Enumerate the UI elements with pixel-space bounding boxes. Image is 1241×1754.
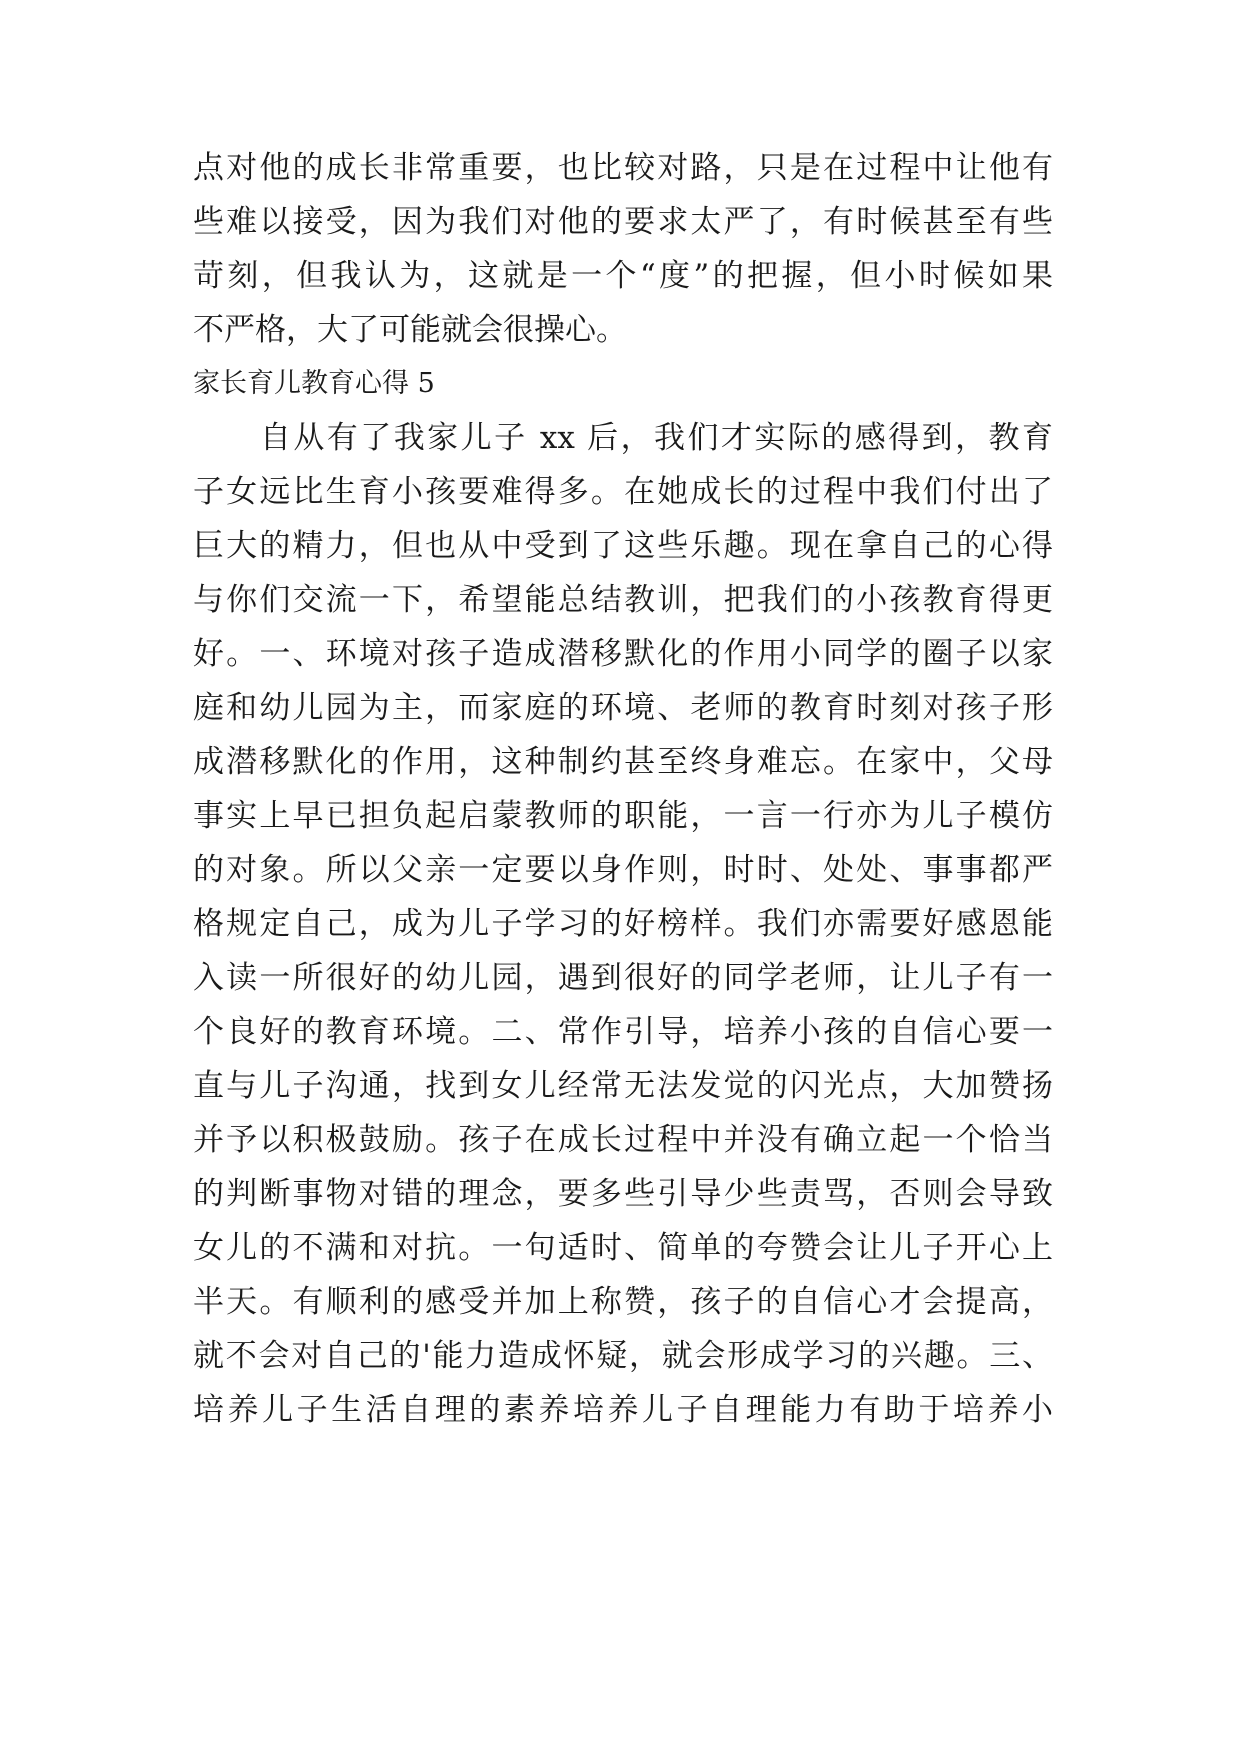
- section-heading: 家长育儿教育心得 5: [193, 368, 435, 399]
- paragraph-line: 巨大的精力，但也从中受到了这些乐趣。现在拿自己的心得: [193, 528, 1053, 564]
- paragraph-line: 好。一、环境对孩子造成潜移默化的作用小同学的圈子以家: [193, 636, 1053, 672]
- paragraph-line: 并予以积极鼓励。孩子在成长过程中并没有确立起一个恰当: [193, 1122, 1053, 1158]
- paragraph-line: 成潜移默化的作用，这种制约甚至终身难忘。在家中，父母: [193, 744, 1053, 780]
- paragraph-line: 入读一所很好的幼儿园，遇到很好的同学老师，让儿子有一: [193, 960, 1053, 996]
- paragraph-line: 格规定自己，成为儿子学习的好榜样。我们亦需要好感恩能: [193, 906, 1053, 942]
- paragraph-line: 不严格，大了可能就会很操心。: [193, 312, 627, 348]
- paragraph-line: 自从有了我家儿子 xx 后，我们才实际的感得到，教育: [193, 420, 1053, 456]
- paragraph-line: 子女远比生育小孩要难得多。在她成长的过程中我们付出了: [193, 474, 1053, 510]
- paragraph-line: 与你们交流一下，希望能总结教训，把我们的小孩教育得更: [193, 582, 1053, 618]
- paragraph-line: 事实上早已担负起启蒙教师的职能，一言一行亦为儿子模仿: [193, 798, 1053, 834]
- paragraph-line: 培养儿子生活自理的素养培养儿子自理能力有助于培养小: [193, 1392, 1053, 1428]
- paragraph-line: 个良好的教育环境。二、常作引导，培养小孩的自信心要一: [193, 1014, 1053, 1050]
- paragraph-line: 半天。有顺利的感受并加上称赞，孩子的自信心才会提高，: [193, 1284, 1053, 1320]
- paragraph-line: 点对他的成长非常重要，也比较对路，只是在过程中让他有: [193, 150, 1053, 186]
- paragraph-line: 的判断事物对错的理念，要多些引导少些责骂，否则会导致: [193, 1176, 1053, 1212]
- paragraph-line: 庭和幼儿园为主，而家庭的环境、老师的教育时刻对孩子形: [193, 690, 1053, 726]
- paragraph-line: 直与儿子沟通，找到女儿经常无法发觉的闪光点，大加赞扬: [193, 1068, 1053, 1104]
- paragraph-line: 就不会对自己的'能力造成怀疑，就会形成学习的兴趣。三、: [193, 1338, 1053, 1374]
- paragraph-line: 些难以接受，因为我们对他的要求太严了，有时候甚至有些: [193, 204, 1053, 240]
- paragraph-line: 的对象。所以父亲一定要以身作则，时时、处处、事事都严: [193, 852, 1053, 888]
- paragraph-line: 女儿的不满和对抗。一句适时、简单的夸赞会让儿子开心上: [193, 1230, 1053, 1266]
- paragraph-line: 苛刻，但我认为，这就是一个“度”的把握，但小时候如果: [193, 258, 1053, 294]
